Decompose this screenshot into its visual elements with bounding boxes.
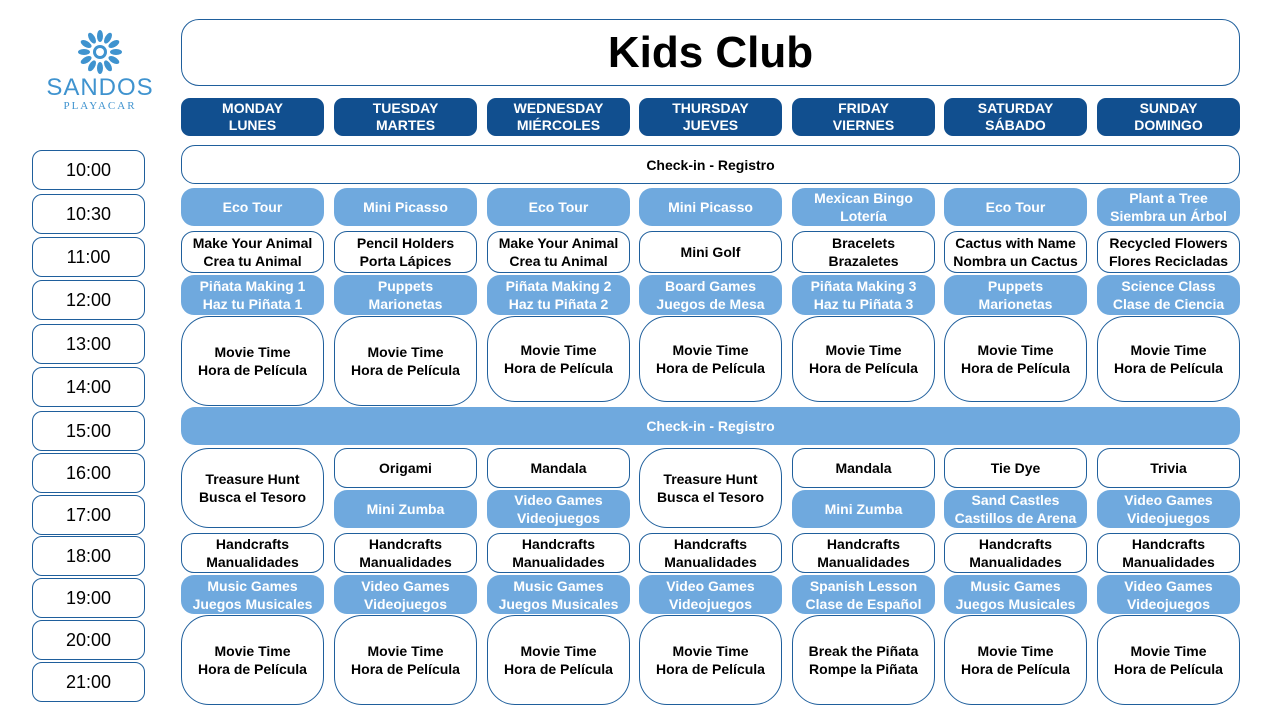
activity-name: Eco Tour — [222, 199, 283, 215]
activity-cell — [487, 533, 630, 573]
activity-name: Music Games — [207, 577, 298, 594]
activity-name-es: Manualidades — [206, 554, 299, 570]
activity-name: Pencil Holders — [356, 235, 455, 251]
day-name-es: MIÉRCOLES — [516, 117, 601, 133]
activity-cell — [792, 316, 935, 402]
activity-name: Movie Time — [1130, 643, 1207, 659]
activity-name: Eco Tour — [985, 199, 1046, 215]
activity-name-es: Castillos de Arena — [954, 510, 1077, 526]
activity-cell — [181, 533, 324, 573]
checkin-morning-banner — [181, 145, 1240, 184]
checkin-label: Check-in - Registro — [646, 418, 775, 434]
activity-name: Mini Golf — [680, 244, 741, 260]
activity-name: Tie Dye — [990, 460, 1041, 476]
activity-name: Mandala — [835, 460, 892, 476]
activity-cell — [1097, 231, 1240, 273]
day-name-es: LUNES — [228, 117, 277, 133]
activity-cell — [334, 575, 477, 614]
activity-name-es: Clase de Ciencia — [1112, 296, 1225, 312]
activity-name: Movie Time — [367, 643, 444, 659]
day-name-es: DOMINGO — [1134, 117, 1203, 133]
activity-name-es: Manualidades — [1122, 554, 1215, 570]
activity-cell — [639, 231, 782, 273]
activity-name: Treasure Hunt — [205, 471, 300, 487]
activity-cell — [639, 448, 782, 528]
activity-name: Movie Time — [520, 643, 597, 659]
activity-name-es: Videojuegos — [364, 595, 447, 612]
activity-name: Movie Time — [214, 643, 291, 659]
activity-name-es: Juegos Musicales — [498, 595, 619, 612]
day-name-en: SUNDAY — [1139, 100, 1198, 116]
activity-name: Mexican Bingo — [814, 190, 913, 206]
activity-name-es: Hora de Película — [504, 661, 613, 677]
activity-cell — [792, 575, 935, 614]
activity-name: Movie Time — [977, 342, 1054, 358]
activity-name: Sand Castles — [971, 492, 1060, 508]
activity-cell — [944, 316, 1087, 402]
activity-cell — [944, 188, 1087, 226]
activity-name: Piñata Making 2 — [505, 278, 612, 294]
activity-name-es: Hora de Película — [1114, 661, 1223, 677]
activity-cell — [181, 188, 324, 226]
activity-cell — [1097, 448, 1240, 488]
time-slot: 21:00 — [32, 662, 145, 702]
activity-name-es: Hora de Película — [504, 360, 613, 376]
activity-cell — [334, 533, 477, 573]
activity-name-es: Juegos Musicales — [955, 595, 1076, 612]
activity-name-es: Busca el Tesoro — [198, 489, 307, 505]
activity-cell — [334, 615, 477, 705]
activity-name: Movie Time — [672, 643, 749, 659]
page-title: Kids Club — [181, 19, 1240, 86]
sandos-logo — [30, 30, 170, 126]
time-slot: 18:00 — [32, 536, 145, 576]
activity-name: Spanish Lesson — [809, 577, 918, 594]
day-header-sunday — [1097, 98, 1240, 136]
activity-cell — [181, 231, 324, 273]
activity-cell — [944, 490, 1087, 528]
activity-name: Make Your Animal — [192, 235, 313, 251]
activity-name: Mandala — [530, 460, 587, 476]
activity-cell — [1097, 316, 1240, 402]
activity-name: Video Games — [361, 577, 450, 594]
activity-name-es: Juegos Musicales — [192, 595, 313, 612]
activity-name-es: Flores Recicladas — [1108, 253, 1229, 269]
activity-name: Board Games — [664, 278, 757, 294]
activity-cell — [487, 575, 630, 614]
activity-name: Music Games — [513, 577, 604, 594]
day-header-tuesday — [334, 98, 477, 136]
activity-name: Handcrafts — [673, 536, 748, 552]
activity-cell — [334, 231, 477, 273]
time-slot: 17:00 — [32, 495, 145, 535]
activity-name-es: Marionetas — [368, 296, 443, 312]
activity-cell — [487, 448, 630, 488]
activity-name-es: Haz tu Piñata 2 — [508, 296, 609, 312]
activity-name-es: Marionetas — [978, 296, 1053, 312]
activity-name: Handcrafts — [1131, 536, 1206, 552]
activity-name: Trivia — [1150, 460, 1187, 476]
time-slot: 11:00 — [32, 237, 145, 277]
activity-name: Movie Time — [977, 643, 1054, 659]
day-name-en: TUESDAY — [372, 100, 439, 116]
time-slot: 14:00 — [32, 367, 145, 407]
activity-cell — [1097, 533, 1240, 573]
activity-name-es: Brazaletes — [828, 253, 899, 269]
time-slot: 10:00 — [32, 150, 145, 190]
time-slot: 13:00 — [32, 324, 145, 364]
day-header-saturday — [944, 98, 1087, 136]
activity-name-es: Videojuegos — [1127, 510, 1210, 526]
activity-name-es: Crea tu Animal — [509, 253, 608, 269]
activity-cell — [487, 615, 630, 705]
activity-cell — [181, 615, 324, 705]
activity-cell — [487, 490, 630, 528]
activity-name: Handcrafts — [368, 536, 443, 552]
activity-cell — [1097, 615, 1240, 705]
activity-name-es: Haz tu Piñata 1 — [202, 296, 303, 312]
activity-name: Bracelets — [831, 235, 896, 251]
activity-name: Handcrafts — [826, 536, 901, 552]
activity-cell — [334, 316, 477, 406]
activity-name-es: Porta Lápices — [359, 253, 452, 269]
activity-cell — [1097, 188, 1240, 226]
activity-cell — [944, 533, 1087, 573]
activity-name: Mini Picasso — [668, 199, 753, 215]
activity-name: Mini Zumba — [366, 501, 445, 517]
activity-name-es: Hora de Película — [198, 362, 307, 378]
activity-cell — [792, 533, 935, 573]
activity-cell — [639, 188, 782, 226]
activity-name: Mini Zumba — [824, 501, 903, 517]
time-slot: 15:00 — [32, 411, 145, 451]
activity-name: Video Games — [1124, 577, 1213, 594]
activity-cell — [181, 448, 324, 528]
sunflower-logo-icon — [78, 30, 122, 74]
day-name-en: FRIDAY — [838, 100, 889, 116]
activity-name-es: Rompe la Piñata — [809, 661, 918, 677]
time-slot: 10:30 — [32, 194, 145, 234]
activity-cell — [181, 275, 324, 315]
activity-cell — [792, 615, 935, 705]
activity-name: Movie Time — [672, 342, 749, 358]
day-name-en: THURSDAY — [672, 100, 749, 116]
activity-name: Cactus with Name — [955, 235, 1076, 251]
activity-name-es: Hora de Película — [351, 362, 460, 378]
activity-name-es: Videojuegos — [1127, 595, 1210, 612]
activity-name: Eco Tour — [528, 199, 589, 215]
activity-name: Music Games — [970, 577, 1061, 594]
activity-name: Recycled Flowers — [1109, 235, 1228, 251]
activity-name: Movie Time — [520, 342, 597, 358]
activity-name: Treasure Hunt — [663, 471, 758, 487]
activity-cell — [1097, 275, 1240, 315]
activity-name: Plant a Tree — [1129, 190, 1208, 206]
activity-name-es: Haz tu Piñata 3 — [813, 296, 914, 312]
checkin-label: Check-in - Registro — [646, 156, 775, 173]
activity-name-es: Hora de Película — [656, 360, 765, 376]
day-header-monday — [181, 98, 324, 136]
activity-cell — [792, 275, 935, 315]
activity-cell — [1097, 575, 1240, 614]
activity-name-es: Manualidades — [512, 554, 605, 570]
activity-cell — [944, 575, 1087, 614]
time-slot: 20:00 — [32, 620, 145, 660]
activity-cell — [487, 316, 630, 402]
activity-cell — [487, 188, 630, 226]
activity-name-es: Juegos de Mesa — [656, 296, 765, 312]
activity-cell — [639, 575, 782, 614]
day-name-es: MARTES — [375, 117, 436, 133]
activity-name-es: Manualidades — [969, 554, 1062, 570]
activity-cell — [181, 575, 324, 614]
activity-name: Make Your Animal — [498, 235, 619, 251]
day-name-en: WEDNESDAY — [513, 100, 604, 116]
activity-name: Piñata Making 3 — [810, 278, 917, 294]
activity-name: Movie Time — [214, 344, 291, 360]
activity-cell — [181, 316, 324, 406]
day-header-thursday — [639, 98, 782, 136]
day-name-es: JUEVES — [682, 117, 739, 133]
activity-name-es: Hora de Película — [656, 661, 765, 677]
activity-name-es: Siembra un Árbol — [1110, 208, 1227, 224]
day-header-wednesday — [487, 98, 630, 136]
activity-cell — [487, 275, 630, 315]
activity-cell — [639, 615, 782, 705]
activity-name-es: Crea tu Animal — [203, 253, 302, 269]
activity-cell — [487, 231, 630, 273]
activity-name: Science Class — [1121, 278, 1216, 294]
activity-name-es: Nombra un Cactus — [953, 253, 1078, 269]
activity-cell — [944, 448, 1087, 488]
activity-name-es: Hora de Película — [1114, 360, 1223, 376]
activity-name: Break the Piñata — [808, 643, 919, 659]
activity-name: Movie Time — [825, 342, 902, 358]
activity-name-es: Hora de Película — [351, 661, 460, 677]
activity-name: Mini Picasso — [363, 199, 448, 215]
activity-name-es: Hora de Película — [198, 661, 307, 677]
day-name-en: SATURDAY — [977, 100, 1054, 116]
activity-cell — [944, 275, 1087, 315]
activity-cell — [334, 188, 477, 226]
day-name-en: MONDAY — [222, 100, 283, 116]
activity-name: Movie Time — [367, 344, 444, 360]
activity-cell — [792, 448, 935, 488]
activity-name-es: Hora de Película — [809, 360, 918, 376]
day-name-es: VIERNES — [832, 117, 895, 133]
activity-cell — [334, 448, 477, 488]
activity-cell — [792, 188, 935, 226]
activity-cell — [639, 316, 782, 402]
activity-name-es: Videojuegos — [669, 595, 752, 612]
activity-name: Video Games — [514, 492, 603, 508]
activity-name: Video Games — [1124, 492, 1213, 508]
activity-cell — [334, 490, 477, 528]
activity-name-es: Videojuegos — [517, 510, 600, 526]
logo-brand-text: SANDOS — [46, 74, 154, 101]
activity-cell — [1097, 490, 1240, 528]
activity-cell — [334, 275, 477, 315]
activity-name: Handcrafts — [215, 536, 290, 552]
logo-subtitle: PLAYACAR — [63, 100, 137, 112]
activity-name: Movie Time — [1130, 342, 1207, 358]
day-header-friday — [792, 98, 935, 136]
activity-name: Handcrafts — [978, 536, 1053, 552]
activity-name: Video Games — [666, 577, 755, 594]
time-slot: 19:00 — [32, 578, 145, 618]
activity-name-es: Manualidades — [359, 554, 452, 570]
activity-cell — [792, 490, 935, 528]
day-name-es: SÁBADO — [985, 117, 1046, 133]
activity-cell — [639, 533, 782, 573]
activity-name-es: Hora de Película — [961, 661, 1070, 677]
time-slot: 16:00 — [32, 453, 145, 493]
activity-name-es: Busca el Tesoro — [656, 489, 765, 505]
activity-cell — [944, 231, 1087, 273]
activity-name-es: Hora de Película — [961, 360, 1070, 376]
checkin-afternoon-banner — [181, 407, 1240, 445]
activity-cell — [944, 615, 1087, 705]
activity-name: Puppets — [377, 278, 434, 294]
activity-name: Origami — [379, 460, 432, 476]
activity-name-es: Manualidades — [664, 554, 757, 570]
activity-name-es: Lotería — [840, 208, 887, 224]
activity-cell — [792, 231, 935, 273]
activity-name-es: Clase de Español — [805, 595, 922, 612]
activity-name: Handcrafts — [521, 536, 596, 552]
activity-name-es: Manualidades — [817, 554, 910, 570]
time-slot: 12:00 — [32, 280, 145, 320]
activity-cell — [639, 275, 782, 315]
activity-name: Puppets — [987, 278, 1044, 294]
activity-name: Piñata Making 1 — [199, 278, 306, 294]
